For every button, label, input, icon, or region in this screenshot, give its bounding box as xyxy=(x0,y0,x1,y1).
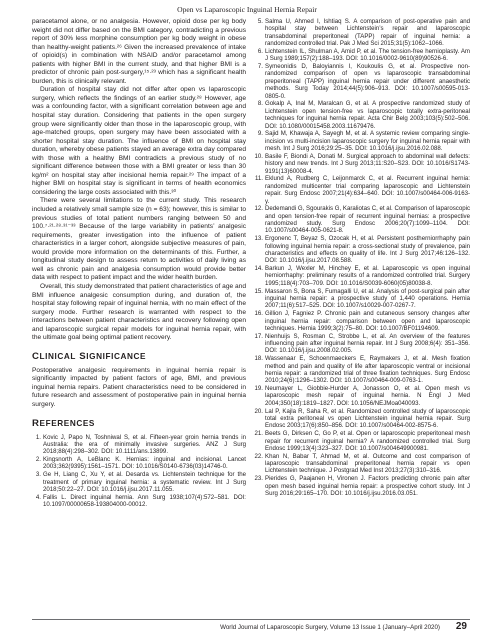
reference-number: 12. xyxy=(254,205,263,213)
reference-text: Beets G, Dirksen C, Go P, et al. Open or laparoscopic preperitoneal mesh repair for recurrent inguinal hernia? A randomized controlled trial. Surg Endosc 1999;13(4):323–327. DOI: 10.1007/s004649900981. xyxy=(265,430,470,452)
footer-rule xyxy=(32,619,470,620)
reference-item xyxy=(254,265,470,287)
reference-item xyxy=(254,18,470,48)
reference-text: Salma U, Ahmed I, Ishtiaq S. A comparison of post-operative pain and hospital stay between Lichtenstein’s repair and laparoscopic transabdominal preperitoneal (TAPP) repair of inguinal hernia: a randomized controlled trial. Pak J Med Sci 2015;31(5):1062–1066. xyxy=(265,18,470,48)
footer-journal-citation: World Journal of Laparoscopic Surgery, Volume 13 Issue 1 (January–April 2020) xyxy=(220,624,440,631)
reference-text: Neumayer L, Giobbie-Hurder A, Jonasson O, et al. Open mesh vs laparoscopic mesh repair of inguinal hernia. N Engl J Med 2004;350(18):1819–1827. DOI: 10.1056/NEJMoa040093. xyxy=(265,385,470,407)
reference-item xyxy=(254,130,470,152)
reference-item xyxy=(254,355,470,385)
reference-item xyxy=(32,434,246,456)
reference-item xyxy=(254,310,470,332)
reference-number: 14. xyxy=(254,265,263,273)
reference-item xyxy=(32,494,246,509)
reference-text: Gokalp A, Inal M, Maralcan G, et al. A prospective randomized study of Lichtenstein open tension-free vs laparoscopic totally extra-peritoneal techniques for inguinal hernia repair. Acta Chir Belg 2003;103(5):502–506. DOI: 10.1080/00015458.2003.11679476. xyxy=(265,100,470,130)
reference-item xyxy=(254,385,470,407)
body-paragraph: Duration of hospital stay did not differ after open vs laparoscopic surgery, which reflects the findings of an earlier study.²⁸ However, age was a confounding factor, with a significant correlation between age and hospital stay duration. Considering that patients in the open surgery group were significantly older than those in the laparoscopic group, with age-matched groups, open surgery may have been associated with a shorter hospital stay duration. The influence of BMI on hospital stay duration, whereby obese patients stayed an average extra day compared with those with a healthy BMI contradicts a previous study of no significant difference between those with a BMI greater or less than 30 kg/m² on hospital stay after incisional hernia repair.²⁹ The impact of a higher BMI on hospital stay is significant in terms of health economics considering the large costs associated with this.³⁰ xyxy=(32,86,246,196)
reference-number: 21. xyxy=(254,430,263,438)
reference-number: 22. xyxy=(254,452,263,460)
reference-number: 8. xyxy=(257,100,263,108)
reference-number: 6. xyxy=(257,47,263,55)
body-paragraph: Overall, this study demonstrated that patient characteristics of age and BMI influence analgesic consumption during, and duration of, the hospital stay following repair of inguinal hernia, with no main effect of the surgery mode. Further research is warranted with respect to the interactions between patient characteristics and recovery following open and laparoscopic surgical repair models for inguinal hernia repair, with the ultimate goal being optimal patient recovery. xyxy=(32,282,246,342)
reference-number: 18. xyxy=(254,355,263,363)
reference-text: Ge H, Liang C, Xu Y, et al. Desarda vs. Lichtenstein technique for the treatment of primary inguinal hernia: a systematic review. Int J Surg 2018;50:22–27. DOI: 10.1016/j.ijsu.2017.11.055. xyxy=(43,471,246,493)
heading-rest: IGNIFICANCE xyxy=(86,351,147,361)
reference-item xyxy=(254,48,470,63)
reference-item xyxy=(254,453,470,475)
reference-text: Basile F, Biondi A, Donati M. Surgical approach to abdominal wall defects: history and new trends. Int J Surg 2013;11:S20–S23. DOI: 10.1016/S1743-9191(13)60008-4. xyxy=(265,152,470,175)
reference-item xyxy=(32,456,246,471)
reference-item xyxy=(254,175,470,205)
reference-text: Kovic J, Papo N, Toshniwal S, et al. Fifteen-year groin hernia trends in Australia: the era of minimally invasive surgeries. ANZ J Surg 2018;88(4):298–302. DOI: 10.1111/ans.13899. xyxy=(43,433,246,456)
reference-text: Kingsnorth A, LeBlanc K. Hernias: inguinal and incisional. Lancet 2003;362(9395):1561–1571. DOI: 10.1016/S0140-6736(03)14746-0. xyxy=(43,456,246,471)
reference-number: 4. xyxy=(35,493,41,501)
heading-rest: LINICAL xyxy=(39,351,77,361)
reference-item xyxy=(254,63,470,100)
reference-text: Lichtenstein IL, Shulman A, Amid P, et al. The tension-free hernioplasty. Am J Surg 1989;157(2):188–193. DOI: 10.1016/0002-9610(89)90526-6. xyxy=(265,47,470,63)
reference-number: 2. xyxy=(35,456,41,464)
reference-number: 9. xyxy=(257,130,263,138)
reference-number: 15. xyxy=(254,287,263,295)
reference-text: Gillion J, Fagniez P. Chronic pain and cutaneous sensory changes after inguinal hernia repair: comparison between open and laparoscopic techniques. Hernia 1999;3(2):75–80. DOI: 10.1007/BF01194609. xyxy=(265,310,470,332)
reference-item xyxy=(254,408,470,430)
reference-number: 10. xyxy=(254,152,263,160)
reference-number: 23. xyxy=(254,475,263,483)
reference-text: Fallis L. Direct inguinal hernia. Ann Surg 1938;107(4):572–581. DOI: 10.1097/00000658-193804000-00012. xyxy=(43,493,246,509)
heading-initial: R xyxy=(32,417,40,429)
reference-number: 19. xyxy=(254,385,263,393)
reference-text: Eklund A, Rudberg C, Leijonmarck C, et al. Recurrent inguinal hernia: randomized multicenter trial comparing laparoscopic and Lichtenstein repair. Surg Endosc 2007;21(4):634–640. DOI: 10.1007/s00464-006-9163-y. xyxy=(265,175,470,205)
reference-number: 7. xyxy=(257,63,263,71)
reference-text: Nienhuijs S, Rosman C, Strobbe L, et al. An overview of the features influencing pain after inguinal hernia repair. Int J Surg 2008;6(4): 351–356. DOI: 10.1016/j.ijsu.2008.02.005. xyxy=(265,332,470,355)
reference-text: Sajid M, Khawaja A, Sayegh M, et al. A systemic review comparing single-incision vs multi-incision laparoscopic surgery for inguinal hernia repair with mesh. Int J Surg 2016;29:25–35. DOI: 10.1016/j.ijsu.2016.02.088. xyxy=(265,130,470,153)
reference-number: 17. xyxy=(254,332,263,340)
reference-number: 13. xyxy=(254,235,263,243)
heading-rest: EFERENCES xyxy=(39,418,95,428)
running-head: Open vs Laparoscopic Inguinal Hernia Repair xyxy=(177,5,317,14)
left-column xyxy=(32,18,246,509)
reference-item xyxy=(254,235,470,265)
section-heading-references xyxy=(32,418,246,429)
reference-item xyxy=(254,100,470,130)
reference-item xyxy=(254,475,470,497)
reference-text: Wassenaar E, Schoenmaeckers E, Raymakers J, et al. Mesh fixation method and pain and quality of life after laparoscopic ventral or incisional hernia repair: a randomized trial of three fixation techniques. Surg Endosc 2010;24(6):1296–1302. DOI: 10.1007/s00464-009-0763-1. xyxy=(265,355,470,385)
reference-text: Massaron S, Bona S, Fumagalli U, et al. Analysis of post-surgical pain after inguinal hernia repair: a prospective study of 1,440 operations. Hernia 2007;11(6):517–525. DOI: 10.1007/s10029-007-0267-7. xyxy=(265,287,470,310)
reference-list-left xyxy=(32,434,246,509)
reference-text: Dedemandi G, Sgourakis G, Karaliotas C, et al. Comparison of laparoscopic and open tension-free repair of recurrent inguinal hernias: a prospective randomized study. Surg Endosc 2006;20(7):1099–1104. DOI: 10.1007/s00464-005-0621-8. xyxy=(265,205,470,235)
reference-number: 11. xyxy=(254,175,263,183)
reference-number: 16. xyxy=(254,310,263,318)
reference-item xyxy=(254,205,470,235)
clinical-significance-paragraph: Postoperative analgesic requirements in inguinal hernia repair is significantly impacted by patient factors of age, BMI, and previous inguinal hernia repairs. Patient characteristics need to be considered in future research and assessment of postoperative pain in inguinal hernia surgery. xyxy=(32,366,246,408)
reference-item xyxy=(254,333,470,355)
reference-text: Symeonidis D, Baloyiannis I, Koukoulis G, et al. Prospective non-randomized comparison of open vs laparoscopic transabdominal preperitoneal (TAPP) inguinal hernia repair under different anaesthetic methods. Surg Today 2014;44(5):906–913. DOI: 10.1007/s00595-013-0805-0. xyxy=(265,63,470,100)
body-paragraph: There were several limitations to the current study. This research included a relatively small sample size (n = 63); however, this is similar to previous studies of total patient numbers ranging between 50 and 100.⁷·²¹·²⁸·³¹⁻³³ Because of the large variability in patients’ analgesic requirements, greater investigation into the influence of patient characteristics in a larger cohort, alongside subjective measures of pain, would provide more information on the determinants of this. Further, a longitudinal study design to assess return to activities of daily living as well as chronic pain and analgesia consumption would provide better data with respect to patient impact and the wider health burden. xyxy=(32,197,246,282)
body-paragraph: paracetamol alone, or no analgesia. However, opioid dose per kg body weight did not differ based on the BMI category, contradicting a previous report of 30% less morphine consumption per kg body weight in obese than healthy-weight patients.²⁶ Given the increased prevalence of intake of opioid(s) in combination with NSAID and/or paracetamol among patients with higher BMI in the current study, and that higher BMI is a predictor of chronic pain post-surgery,¹⁵·²³ which has a significant health burden, this is clinically relevant. xyxy=(32,18,246,85)
reference-number: 3. xyxy=(35,471,41,479)
reference-item xyxy=(32,471,246,493)
reference-text: Lal P, Kajla R, Saha R, et al. Randomized controlled study of laparoscopic total extra peritoneal vs open Lichtenstein inguinal hernia repair. Surg Endosc 2003;17(6):850–856. DOI: 10.1007/s00464-002-8575-6. xyxy=(265,407,470,430)
section-heading-clinical-significance xyxy=(32,351,246,362)
reference-number: 1. xyxy=(35,433,41,441)
page-number: 29 xyxy=(455,621,467,632)
reference-text: Ergonenc T, Beyaz S, Ozocak H, et al. Persistent postherniorrhaphy pain following inguinal hernia repair: a cross-sectional study of prevalence, pain characteristics and effects on quality of life. Int J Surg 2017;46:126–132. DOI: 10.1016/j.ijsu.2017.08.588. xyxy=(265,235,470,265)
reference-text: Barkun J, Wexler M, Hinchey E, et al. Laparoscopic vs open inguinal herniorrhaphy: preliminary results of a randomized controlled trial. Surgery 1995;118(4):703–709. DOI: 10.1016/S0039-6060(05)80038-8. xyxy=(265,265,470,287)
reference-text: Khan N, Babar T, Ahmad M, et al. Outcome and cost comparison of laparoscopic transabdominal preperitoneal hernia repair vs open Lichtenstein technique. J Postgrad Med Inst 2013;27(3):310–316. xyxy=(265,452,470,475)
right-column xyxy=(254,18,470,498)
reference-item xyxy=(254,153,470,175)
reference-text: Pierides G, Paajanen H, Vironen J. Factors predicting chronic pain after open mesh based inguinal hernia repair: a prospective cohort study. Int J Surg 2016;29:165–170. DOI: 10.1016/j.ijsu.2016.03.051. xyxy=(265,475,470,497)
reference-number: 5. xyxy=(257,18,263,25)
heading-initial: S xyxy=(79,350,87,362)
heading-initial: C xyxy=(32,350,40,362)
reference-list-right xyxy=(254,18,470,497)
reference-item xyxy=(254,430,470,452)
reference-number: 20. xyxy=(254,407,263,415)
reference-item xyxy=(254,288,470,310)
